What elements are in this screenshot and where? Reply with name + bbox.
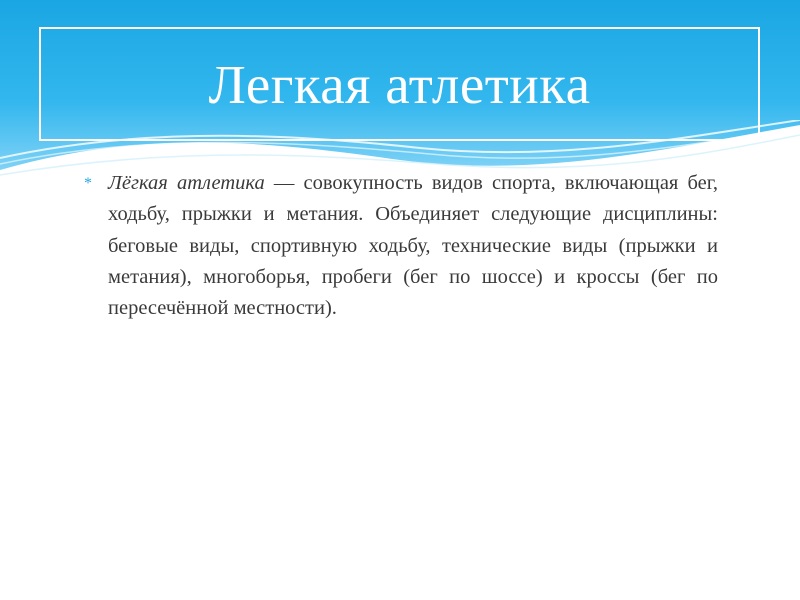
slide-title: Легкая атлетика <box>208 53 591 115</box>
term-text: Лёгкая атлетика <box>108 172 265 194</box>
title-frame <box>39 27 760 141</box>
body-content <box>84 168 718 324</box>
definition-text: — совокупность видов спорта, включающая бег, ходьбу, прыжки и метания. Объединяет следующие дисциплины: беговые виды, спортивную ходьбу, технические виды (прыжки и метания), многоборья, пробеги (бег по шоссе) и кроссы (бег по пересечённой местности). <box>108 172 718 320</box>
definition-paragraph <box>108 168 718 324</box>
bullet-icon: * <box>84 175 92 192</box>
